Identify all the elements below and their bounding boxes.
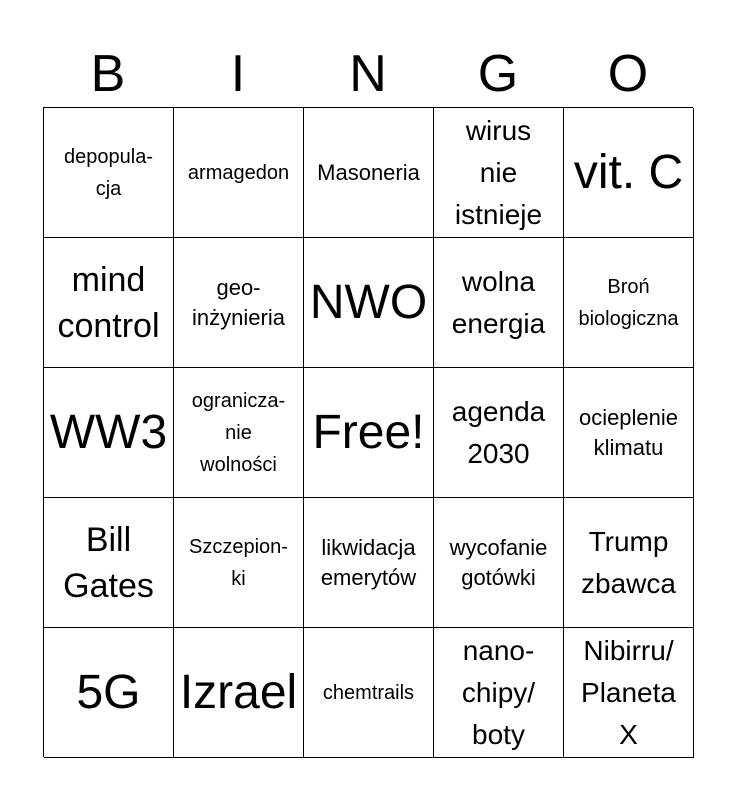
header-letter-o: O xyxy=(607,45,649,103)
bingo-cell[interactable] xyxy=(434,368,564,498)
cell-text: vit. C xyxy=(573,145,684,199)
bingo-cell[interactable] xyxy=(44,498,174,628)
cell-text: geo- inżynieria xyxy=(192,274,285,330)
bingo-cell[interactable] xyxy=(174,238,304,368)
cell-text: depopula- cja xyxy=(64,145,153,200)
bingo-cell[interactable] xyxy=(564,368,694,498)
header-letter-g: G xyxy=(477,45,519,103)
cell-text: nano- chipy/ boty xyxy=(461,634,536,750)
bingo-cell[interactable] xyxy=(564,628,694,758)
bingo-cell[interactable] xyxy=(304,238,434,368)
cell-text: agenda 2030 xyxy=(451,395,546,469)
bingo-cell[interactable] xyxy=(564,498,694,628)
bingo-cell[interactable] xyxy=(304,108,434,238)
bingo-cell[interactable] xyxy=(44,108,174,238)
bingo-cell[interactable] xyxy=(304,628,434,758)
cell-text: Izrael xyxy=(179,665,298,719)
cell-text: WW3 xyxy=(49,405,168,459)
bingo-cell[interactable] xyxy=(44,628,174,758)
bingo-cell[interactable] xyxy=(434,498,564,628)
bingo-cell[interactable] xyxy=(44,238,174,368)
bingo-cell[interactable] xyxy=(434,238,564,368)
cell-text: Free! xyxy=(312,405,425,459)
bingo-cell[interactable] xyxy=(174,628,304,758)
bingo-cell[interactable] xyxy=(304,498,434,628)
bingo-cell[interactable] xyxy=(564,238,694,368)
bingo-grid xyxy=(43,107,693,757)
cell-text: likwidacja emerytów xyxy=(320,534,417,590)
bingo-cell[interactable] xyxy=(434,628,564,758)
bingo-cell[interactable] xyxy=(174,108,304,238)
cell-text: Nibirru/ Planeta X xyxy=(581,634,676,750)
header-letter-b: B xyxy=(90,45,126,103)
bingo-cell[interactable] xyxy=(174,498,304,628)
cell-text: wolna energia xyxy=(451,265,546,339)
cell-text: wycofanie gotówki xyxy=(449,534,548,590)
cell-text: ogranicza- nie wolności xyxy=(191,389,286,476)
bingo-cell[interactable] xyxy=(564,108,694,238)
cell-text: Bill Gates xyxy=(63,520,154,605)
cell-text: Szczepion- ki xyxy=(189,535,288,590)
cell-text: Broń biologiczna xyxy=(578,275,679,330)
cell-text: wirus nie istnieje xyxy=(454,114,543,230)
header-letter-n: N xyxy=(349,45,387,103)
cell-text: NWO xyxy=(309,275,428,329)
cell-text: ocieplenie klimatu xyxy=(578,404,679,460)
bingo-header xyxy=(43,40,693,108)
bingo-cell[interactable] xyxy=(44,368,174,498)
header-letter-i: I xyxy=(230,45,246,103)
cell-text: armagedon xyxy=(187,161,290,184)
cell-text: 5G xyxy=(76,665,141,719)
cell-text: chemtrails xyxy=(322,681,415,704)
cell-text: mind control xyxy=(57,260,160,345)
bingo-cell[interactable] xyxy=(434,108,564,238)
cell-text: Trump zbawca xyxy=(581,525,676,599)
bingo-cell[interactable] xyxy=(174,368,304,498)
free-cell[interactable] xyxy=(304,368,434,498)
cell-text: Masoneria xyxy=(317,159,420,185)
